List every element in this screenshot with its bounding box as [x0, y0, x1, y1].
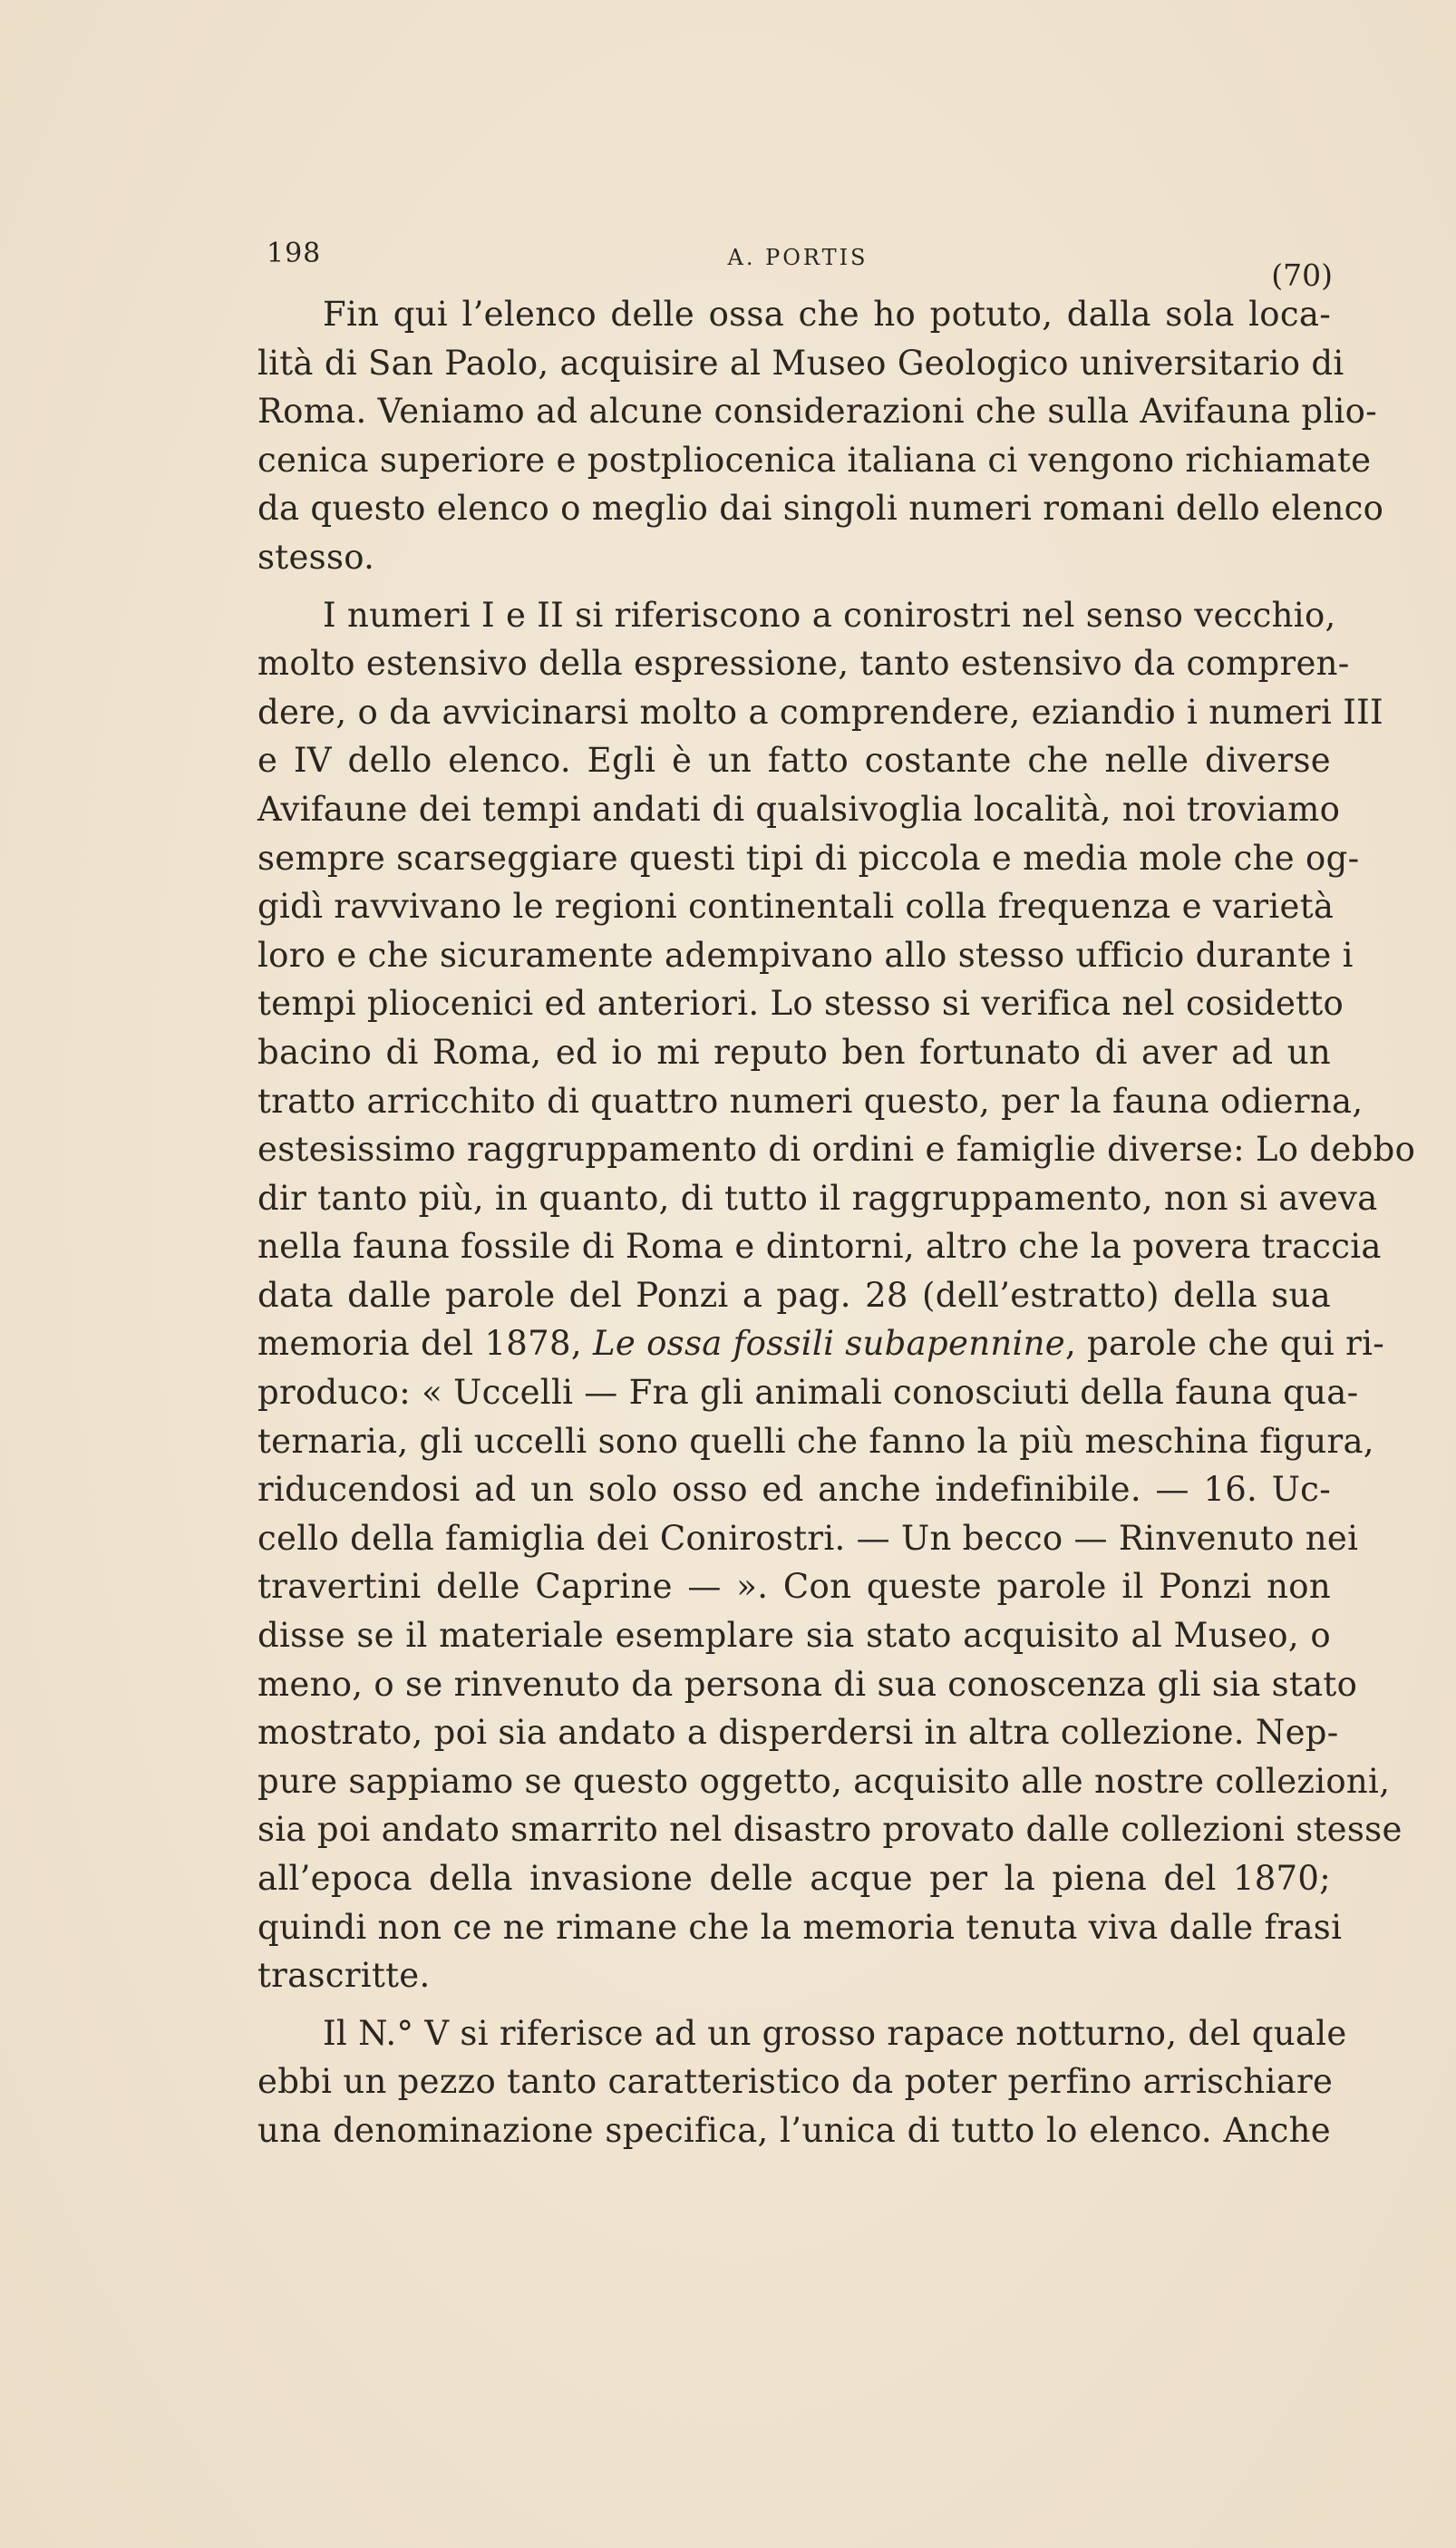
running-head: A. PORTIS — [727, 245, 869, 270]
text-line: molto estensivo della espressione, tanto estensivo da compren- — [257, 644, 1350, 684]
text-line: stesso. — [257, 537, 375, 577]
text-line: sempre scarseggiare questi tipi di piccola e media mole che og- — [257, 838, 1360, 878]
text-line: meno, o se rinvenuto da persona di sua conoscenza gli sia stato — [257, 1664, 1358, 1704]
text-line: tratto arricchito di quattro numeri questo, per la fauna odierna, — [257, 1081, 1364, 1121]
text-line: da questo elenco o meglio dai singoli numeri romani dello elenco — [257, 489, 1384, 529]
page-header — [263, 238, 1333, 292]
text-line: Roma. Veniamo ad alcune considerazioni che sulla Avifauna plio- — [257, 392, 1378, 432]
text-line: mostrato, poi sia andato a disperdersi in altra collezione. Nep- — [257, 1713, 1339, 1753]
text-line: riducendosi ad un solo osso ed anche indefinibile. — 16. Uc- — [257, 1470, 1331, 1510]
body-text — [257, 290, 1416, 2155]
text-line: Fin qui l’elenco delle ossa che ho potuto, dalla sola loca- — [323, 295, 1331, 334]
text-line: all’epoca della invasione delle acque per la piena del 1870; — [257, 1859, 1331, 1898]
text-line: quindi non ce ne rimane che la memoria tenuta viva dalle frasi — [257, 1907, 1343, 1947]
text-line: nella fauna fossile di Roma e dintorni, altro che la povera traccia — [257, 1227, 1382, 1267]
text-line: ebbi un pezzo tanto caratteristico da poter perfino arrischiare — [257, 2062, 1334, 2102]
text-line: estesissimo raggruppamento di ordini e famiglie diverse: Lo debbo — [257, 1130, 1416, 1170]
text-line: produco: « Uccelli — Fra gli animali conosciuti della fauna qua- — [257, 1373, 1359, 1413]
text-line: Il N.° V si riferisce ad un grosso rapace notturno, del quale — [323, 2013, 1347, 2053]
section-number: (70) — [1271, 258, 1333, 293]
text-line: una denominazione specifica, l’unica di tutto lo elenco. Anche — [257, 2110, 1331, 2150]
text-line: lità di San Paolo, acquisire al Museo Geologico universitario di — [257, 343, 1344, 383]
text-line: bacino di Roma, ed io mi reputo ben fortunato di aver ad un — [257, 1032, 1331, 1072]
text-line: gidì ravvivano le regioni continentali colla frequenza e varietà — [257, 887, 1335, 927]
text-line: data dalle parole del Ponzi a pag. 28 (dell’estratto) della sua — [257, 1275, 1331, 1315]
text-line: memoria del 1878, Le ossa fossili subapennine, parole che qui ri- — [257, 1324, 1384, 1364]
text-line: sia poi andato smarrito nel disastro provato dalle collezioni stesse — [257, 1810, 1403, 1850]
text-line: I numeri I e II si riferiscono a conirostri nel senso vecchio, — [323, 595, 1336, 635]
text-line: loro e che sicuramente adempivano allo stesso ufficio durante i — [257, 935, 1354, 975]
text-line: cello della famiglia dei Conirostri. — Un becco — Rinvenuto nei — [257, 1518, 1359, 1558]
page-number: 198 — [267, 238, 322, 269]
text-line: cenica superiore e postpliocenica italiana ci vengono richiamate — [257, 440, 1372, 480]
text-line: e IV dello elenco. Egli è un fatto costante che nelle diverse — [257, 741, 1331, 781]
text-line: dir tanto più, in quanto, di tutto il raggruppamento, non si aveva — [257, 1178, 1378, 1218]
text-line: trascritte. — [257, 1956, 431, 1996]
text-line: ternaria, gli uccelli sono quelli che fanno la più meschina figura, — [257, 1421, 1374, 1461]
text-line: Avifaune dei tempi andati di qualsivoglia località, noi troviamo — [257, 789, 1341, 829]
text-line: pure sappiamo se questo oggetto, acquisito alle nostre collezioni, — [257, 1761, 1391, 1801]
text-line: dere, o da avvicinarsi molto a comprendere, eziandio i numeri III — [257, 692, 1383, 732]
text-line: disse se il materiale esemplare sia stato acquisito al Museo, o — [257, 1616, 1331, 1656]
text-line: travertini delle Caprine — ». Con queste parole il Ponzi non — [257, 1567, 1331, 1607]
book-title: Le ossa fossili subapennine — [592, 1324, 1065, 1364]
text-line: tempi pliocenici ed anteriori. Lo stesso si verifica nel cosidetto — [257, 984, 1344, 1024]
